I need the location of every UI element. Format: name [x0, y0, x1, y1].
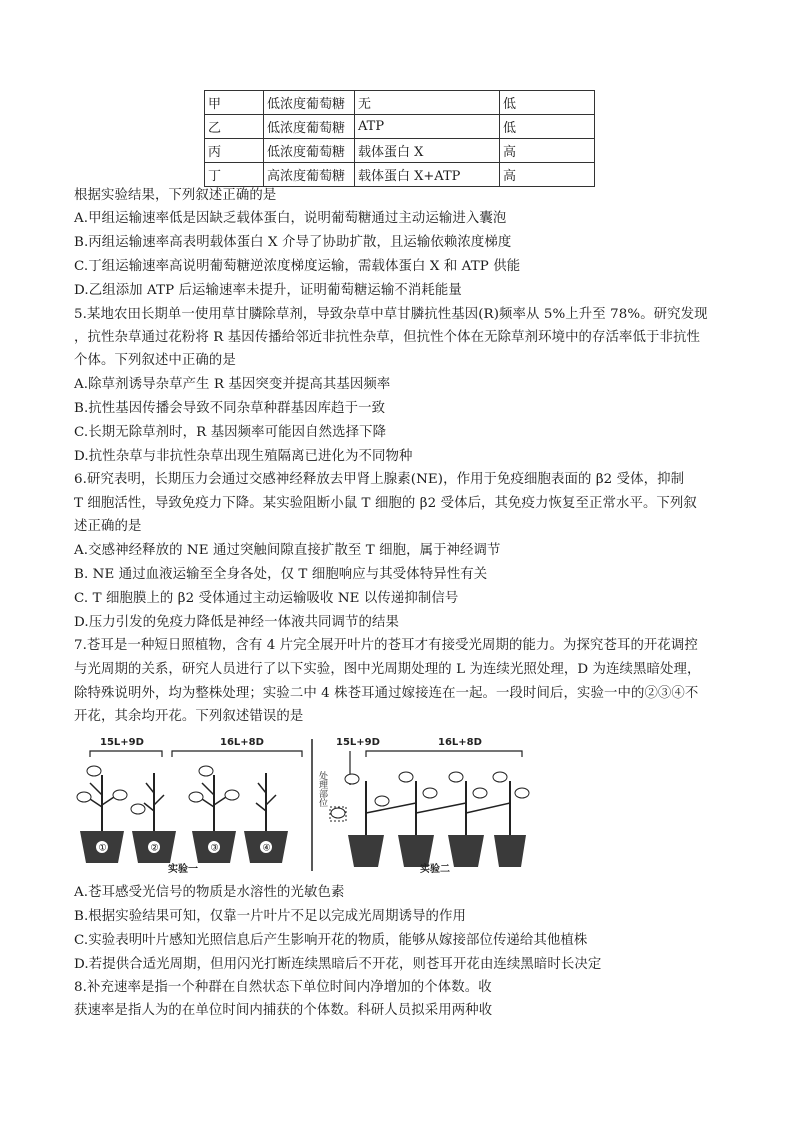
- question-5-text: ，抗性杂草通过花粉将 R 基因传播给邻近非抗性杂草，但抗性个体在无除草剂环境中的存活率低于非抗性: [74, 330, 700, 345]
- option-c: C.实验表明叶片感知光照信息后产生影响开花的物质，能够从嫁接部位传递给其他植株: [74, 933, 588, 948]
- exp1-label-16l8d: 16L+8D: [220, 737, 264, 748]
- option-a: A.除草剂诱导杂草产生 R 基因突变并提高其基因频率: [74, 377, 391, 392]
- question-6-text: T 细胞活性，导致免疫力下降。某实验阻断小鼠 T 细胞的 β2 受体后，其免疫力恢复至正常水平。下列叙: [74, 496, 697, 511]
- question-stem: 根据实验结果，下列叙述正确的是: [74, 188, 277, 203]
- option-a: A.甲组运输速率低是因缺乏载体蛋白，说明葡萄糖通过主动运输进入囊泡: [74, 211, 507, 226]
- option-a: A.交感神经释放的 NE 通过突触间隙直接扩散至 T 细胞，属于神经调节: [74, 543, 501, 558]
- question-7-text: 除特殊说明外，均为整株处理；实验二中 4 株苍耳通过嫁接连在一起。一段时间后，实验一中的②③④不: [74, 686, 699, 701]
- exp2-plants: [331, 772, 529, 867]
- option-d: D.若提供合适光周期，但用闪光打断连续黑暗后不开花，则苍耳开花由连续黑暗时长决定: [74, 957, 602, 972]
- question-5-text: 个体。下列叙述中正确的是: [74, 353, 236, 368]
- option-d: D.压力引发的免疫力降低是神经一体液共同调节的结果: [74, 615, 399, 630]
- pot-number: ①: [98, 843, 107, 854]
- question-8: 8.补充速率是指一个种群在自然状态下单位时间内净增加的个体数。收: [74, 980, 492, 995]
- question-6-text: 述正确的是: [74, 519, 142, 534]
- exp1-bracket-1: [90, 751, 162, 757]
- pot-4-plant: [244, 773, 288, 863]
- exp2-label-16l8d: 16L+8D: [438, 737, 482, 748]
- option-d: D.乙组添加 ATP 后运输速率未提升，证明葡萄糖运输不消耗能量: [74, 283, 462, 298]
- option-c: C. T 细胞膜上的 β2 受体通过主动运输吸收 NE 以传递抑制信号: [74, 591, 459, 606]
- option-b: B.抗性基因传播会导致不同杂草种群基因库趋于一致: [74, 401, 386, 416]
- pot-1-plant: [77, 766, 127, 863]
- experiment-figure: [70, 735, 530, 875]
- table-row: 丁 高浓度葡萄糖 载体蛋白 X+ATP 高: [205, 163, 595, 187]
- pot-2-plant: [131, 773, 176, 863]
- table-row: 丙 低浓度葡萄糖 载体蛋白 X 高: [205, 139, 595, 163]
- question-7-text: 开花，其余均开花。下列叙述错误的是: [74, 709, 304, 724]
- option-b: B.丙组运输速率高表明载体蛋白 X 介导了协助扩散，且运输依赖浓度梯度: [74, 235, 512, 250]
- question-8-text: 获速率是指人为的在单位时间内捕获的个体数。科研人员拟采用两种收: [74, 1003, 493, 1018]
- option-b: B.根据实验结果可知，仅靠一片叶片不足以完成光周期诱导的作用: [74, 909, 467, 924]
- exp2-label-15l9d: 15L+9D: [336, 737, 380, 748]
- option-c: C.丁组运输速率高说明葡萄糖逆浓度梯度运输，需载体蛋白 X 和 ATP 供能: [74, 259, 521, 274]
- pot-3-plant: [189, 766, 239, 863]
- pot-number: ③: [210, 843, 219, 854]
- question-7: 7.苍耳是一种短日照植物，含有 4 片完全展开叶片的苍耳才有接受光周期的能力。为探究苍耳的开花调控: [74, 638, 698, 653]
- option-a: A.苍耳感受光信号的物质是水溶性的光敏色素: [74, 885, 345, 900]
- exp1-caption: 实验一: [168, 864, 198, 875]
- option-d: D.抗性杂草与非抗性杂草出现生殖隔离已进化为不同物种: [74, 449, 413, 464]
- option-c: C.长期无除草剂时，R 基因频率可能因自然选择下降: [74, 425, 387, 440]
- option-b: B. NE 通过血液运输至全身各处，仅 T 细胞响应与其受体特异性有关: [74, 567, 488, 582]
- question-6: 6.研究表明，长期压力会通过交感神经释放去甲肾上腺素(NE)，作用于免疫细胞表面的 β2 受体，抑制: [74, 472, 685, 487]
- experiment-table: [204, 90, 595, 187]
- exp1-bracket-2: [172, 751, 302, 757]
- question-7-text: 与光周期的关系，研究人员进行了以下实验，图中光周期处理的 L 为连续光照处理，D 为连续黑暗处理，: [74, 662, 701, 677]
- table-row: 甲 低浓度葡萄糖 无 低: [205, 91, 595, 115]
- table-row: 乙 低浓度葡萄糖 ATP 低: [205, 115, 595, 139]
- exp2-caption: 实验二: [420, 864, 450, 875]
- pot-number: ④: [262, 843, 271, 854]
- pot-number: ②: [150, 843, 159, 854]
- treated-part-label: 处理部位: [317, 771, 327, 807]
- question-5: 5.某地农田长期单一使用草甘膦除草剂，导致杂草中草甘膦抗性基因(R)频率从 5%上升至 78%。研究发现: [74, 307, 708, 322]
- exp2-bracket: [366, 751, 522, 757]
- exp1-label-15l9d: 15L+9D: [100, 737, 144, 748]
